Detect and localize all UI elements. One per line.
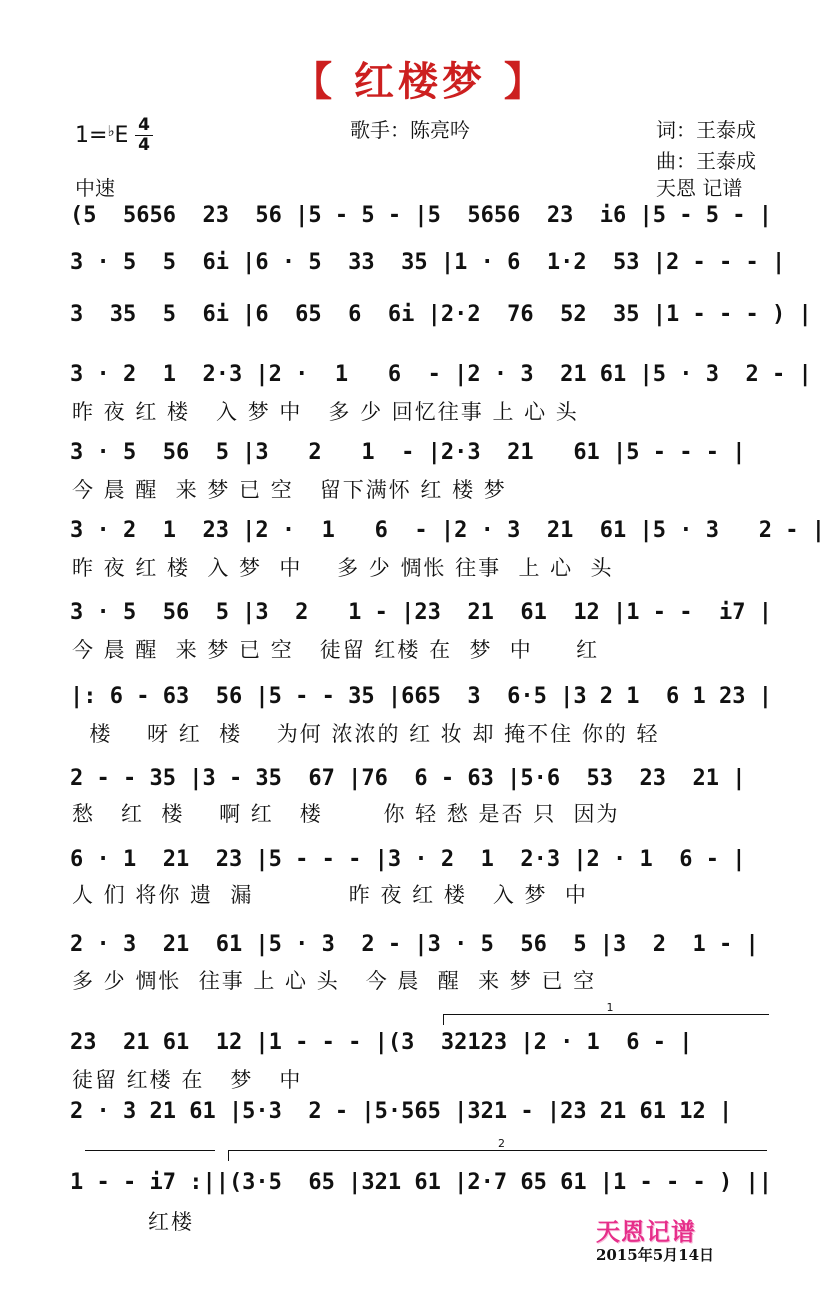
time-signature-bottom: 4 [138, 135, 150, 155]
song-title: 【 红楼梦 】 [292, 59, 548, 105]
notation-line-6: 3 · 2 1 23 |2 · 1 6 - |2 · 3 21 61 |5 · 3 2 - | [70, 518, 825, 543]
transcription-date: 2015年5月14日 [596, 1246, 715, 1264]
notation-line-8: |: 6 - 63 56 |5 - - 35 |665 3 6·5 |3 2 1 6 1 23 | [70, 684, 772, 709]
notation-line-9: 2 - - 35 |3 - 35 67 |76 6 - 63 |5·6 53 23 21 | [70, 766, 746, 791]
volta-bracket-1 [443, 1001, 769, 1025]
key-prefix: 1= [75, 123, 108, 148]
lyric-line-10: 人 们 将你 遗 漏 昨 夜 红 楼 入 梦 中 [72, 883, 588, 907]
volta-bracket-2 [228, 1137, 767, 1161]
notation-line-3: 3 35 5 6i |6 65 6 6i |2·2 76 52 35 |1 - - - ) | [70, 302, 812, 327]
lyric-line-4: 昨 夜 红 楼 入 梦 中 多 少 回忆往事 上 心 头 [72, 400, 579, 424]
notation-line-11: 2 · 3 21 61 |5 · 3 2 - |3 · 5 56 5 |3 2 1 - | [70, 932, 759, 957]
notation-line-7: 3 · 5 56 5 |3 2 1 - |23 21 61 12 |1 - - i7 | [70, 600, 772, 625]
flat-sign: ♭ [107, 122, 115, 140]
notation-line-14: 1 - - i7 :||(3·5 65 |321 61 |2·7 65 61 |1 - - - ) || [70, 1170, 772, 1195]
time-signature-top: 4 [138, 115, 150, 135]
notation-line-5: 3 · 5 56 5 |3 2 1 - |2·3 21 61 |5 - - - | [70, 440, 746, 465]
lyric-line-8: 楼 呀 红 楼 为何 浓浓的 红 妆 却 掩不住 你的 轻 [72, 722, 660, 746]
tempo-marking: 中速 [75, 176, 115, 200]
notation-line-13: 2 · 3 21 61 |5·3 2 - |5·565 |321 - |23 21 61 12 | [70, 1099, 733, 1124]
lyric-line-14: 红楼 [148, 1210, 194, 1234]
notation-line-4: 3 · 2 1 2·3 |2 · 1 6 - |2 · 3 21 61 |5 · 3 2 - | [70, 362, 812, 387]
time-signature [135, 117, 153, 154]
notation-line-2: 3 · 5 5 6i |6 · 5 33 35 |1 · 6 1·2 53 |2 - - - | [70, 250, 786, 275]
key-note: E [114, 123, 129, 148]
transcriber-stamp: 天恩记谱 [596, 1218, 696, 1246]
singer-credit: 歌手：陈亮吟 [350, 118, 470, 142]
key-signature [75, 122, 128, 148]
transcriber-credit: 天恩 记谱 [656, 176, 743, 200]
volta-number-2: 2 [498, 1137, 505, 1150]
notation-line-10: 6 · 1 21 23 |5 - - - |3 · 2 1 2·3 |2 · 1 6 - | [70, 847, 746, 872]
lyric-line-9: 愁 红 楼 啊 红 楼 你 轻 愁 是否 只 因为 [72, 802, 620, 826]
lyric-line-12: 徒留 红楼 在 梦 中 [72, 1068, 303, 1092]
lyric-line-7: 今 晨 醒 来 梦 已 空 徒留 红楼 在 梦 中 红 [72, 638, 600, 662]
composer-credit: 曲：王泰成 [656, 149, 756, 173]
notation-line-1: (5 5656 23 56 |5 - 5 - |5 5656 23 i6 |5 - 5 - | [70, 203, 772, 228]
lyric-line-6: 昨 夜 红 楼 入 梦 中 多 少 惆怅 往事 上 心 头 [72, 556, 614, 580]
volta-number-1: 1 [606, 1001, 614, 1014]
lyricist-credit: 词：王泰成 [656, 118, 756, 142]
volta-bracket-continuation [85, 1150, 215, 1151]
lyric-line-5: 今 晨 醒 来 梦 已 空 留下满怀 红 楼 梦 [72, 478, 507, 502]
lyric-line-11: 多 少 惆怅 往事 上 心 头 今 晨 醒 来 梦 已 空 [72, 969, 597, 993]
notation-line-12: 23 21 61 12 |1 - - - |(3 32123 |2 · 1 6 - | [70, 1030, 693, 1055]
